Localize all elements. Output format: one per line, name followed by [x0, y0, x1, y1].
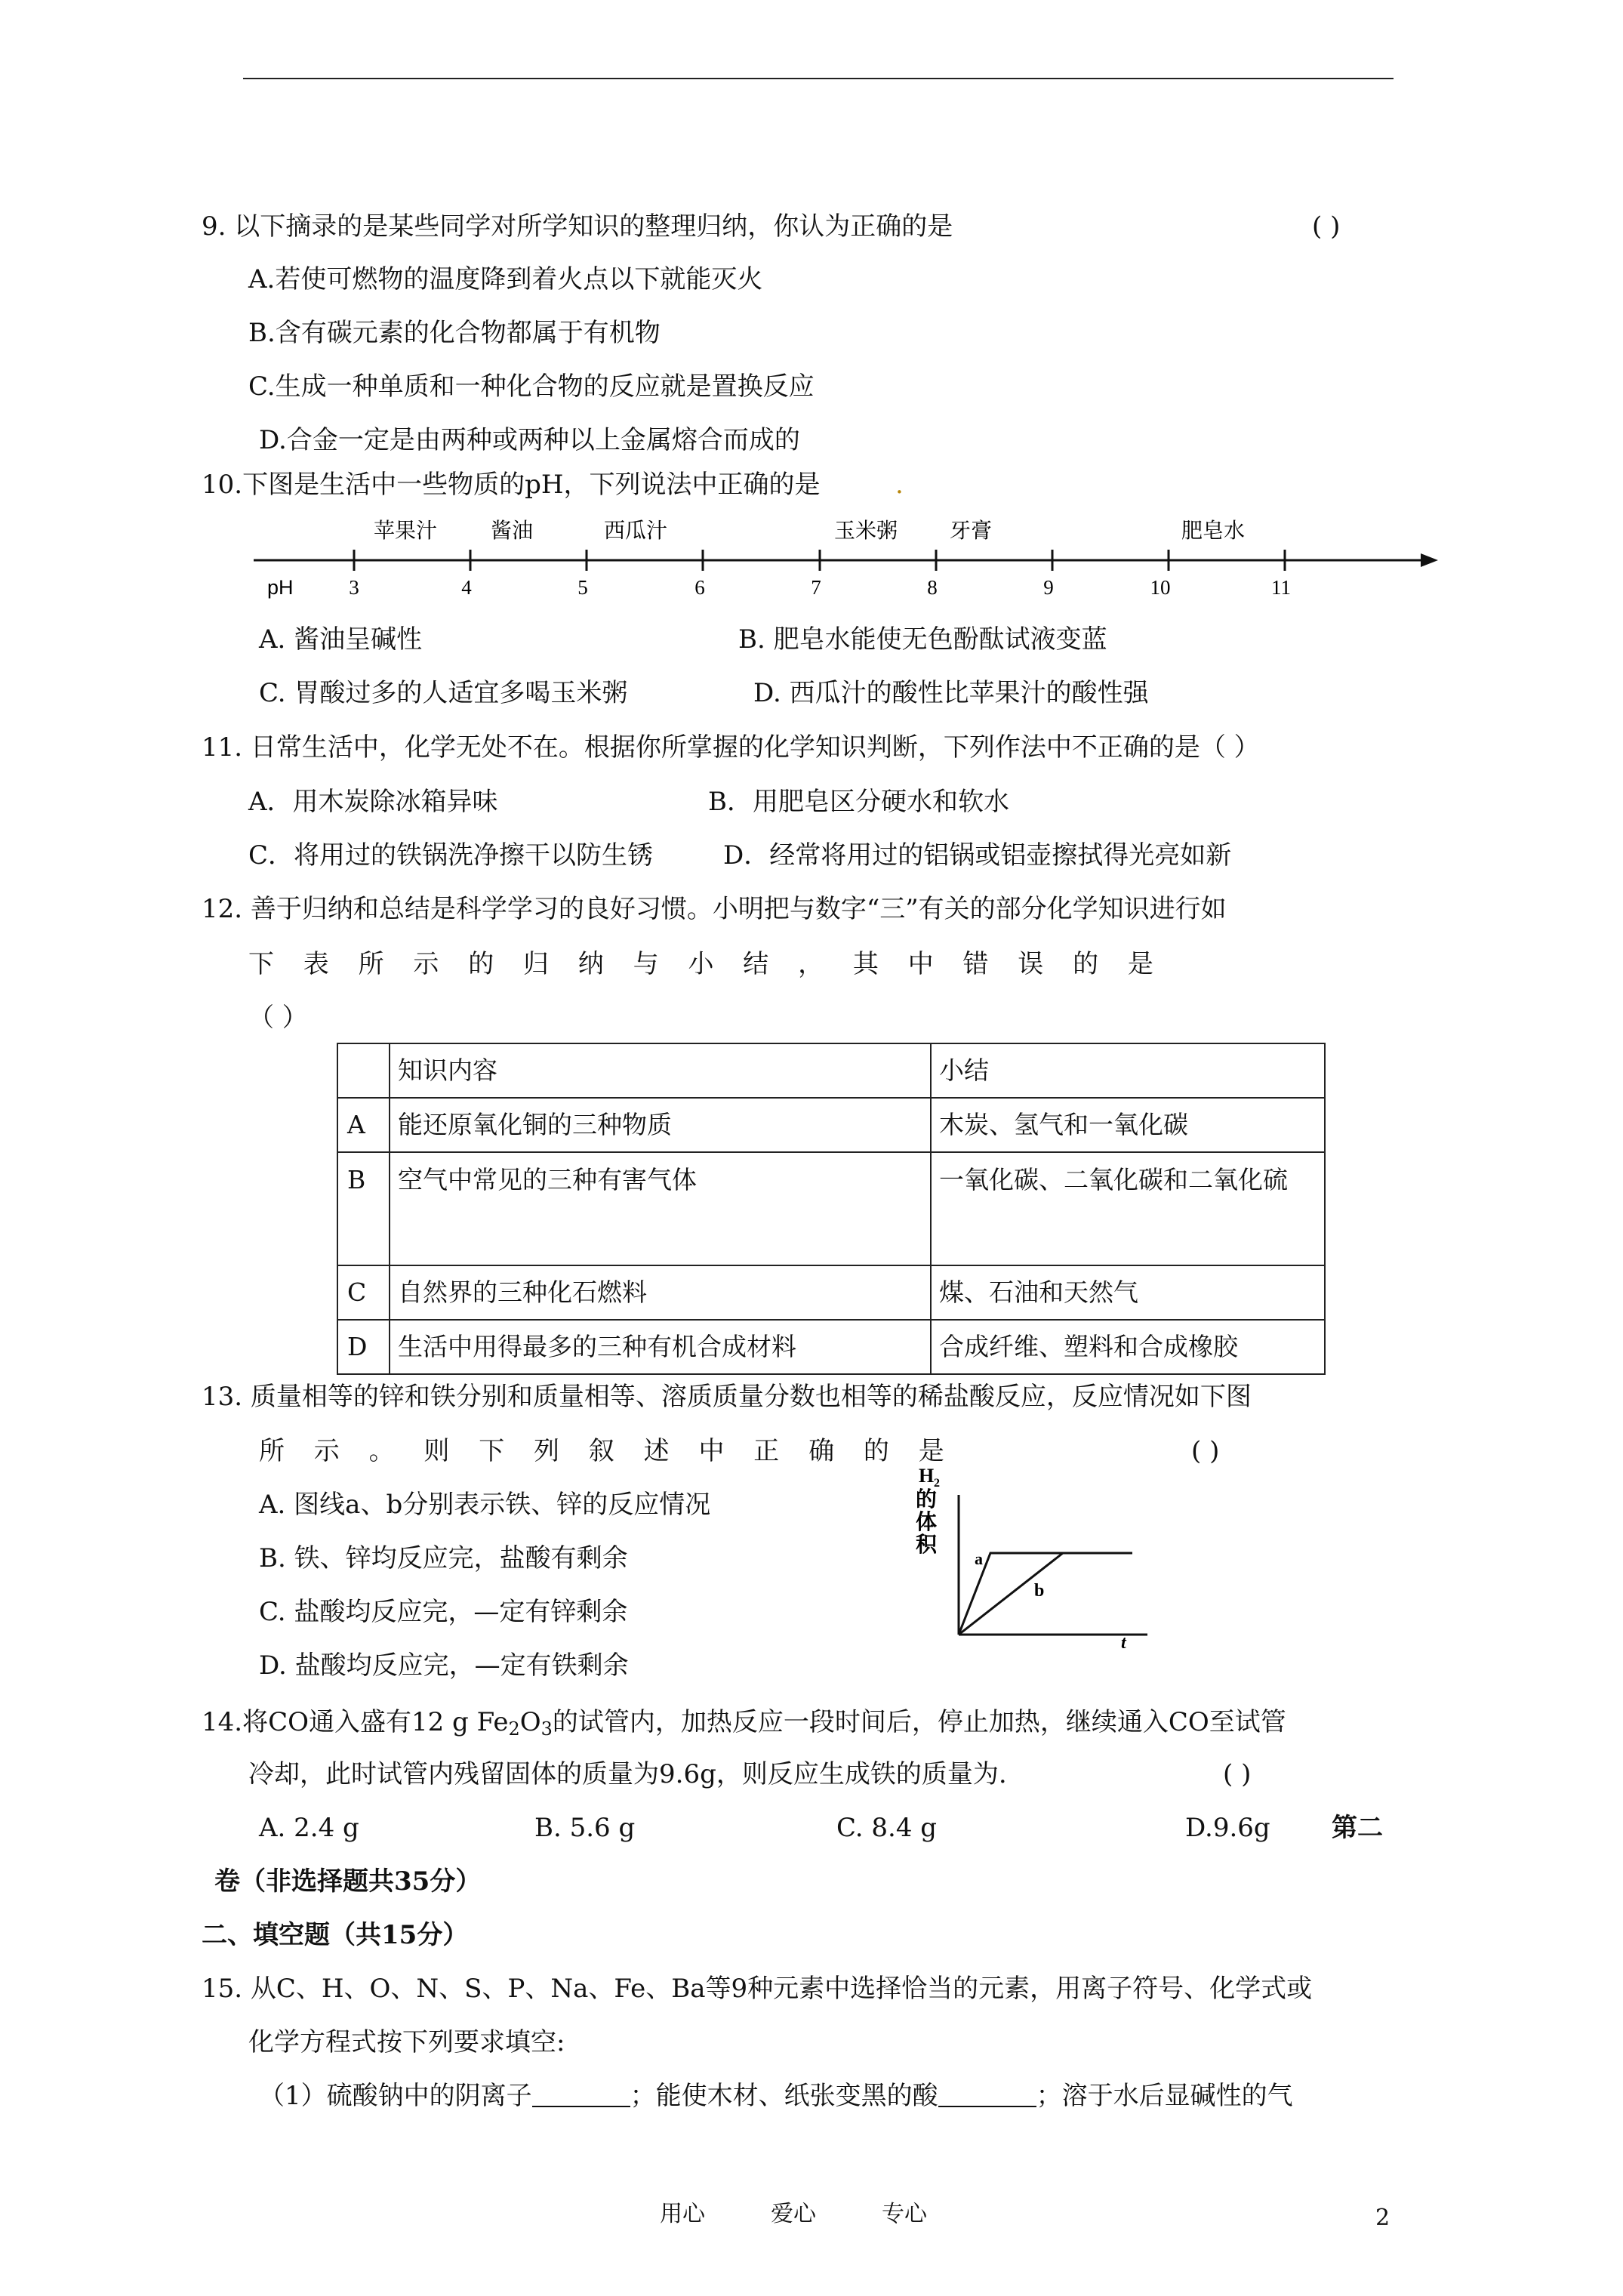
answer-blank[interactable]	[532, 2083, 630, 2107]
table-cell-label: C	[337, 1265, 390, 1320]
q14-option-b: B. 5.6 g	[534, 1813, 636, 1843]
section2-title-part1: 第二	[1332, 1813, 1383, 1843]
footer-motto-1: 用心	[660, 2201, 705, 2227]
graph-y-label-sub: 2	[934, 1477, 940, 1490]
table-cell-content: 空气中常见的三种有害气体	[390, 1152, 931, 1265]
q14-option-c: C. 8.4 g	[836, 1813, 938, 1843]
q12-answer-paren: （ ）	[248, 1003, 308, 1033]
q11-option-c: C．将用过的铁锅洗净擦干以防生锈	[248, 840, 654, 871]
q10-stem-dot: .	[895, 470, 904, 500]
q14-stem-mid: O	[519, 1707, 541, 1737]
q11-option-d: D．经常将用过的铝锅或铝壶擦拭得光亮如新	[723, 840, 1232, 871]
q9-option-a: A.若使可燃物的温度降到着火点以下就能灭火	[248, 264, 763, 294]
footer-motto-3: 专心	[882, 2201, 927, 2227]
page-number: 2	[1375, 2205, 1390, 2231]
q13-option-b: B. 铁、锌均反应完，盐酸有剩余	[259, 1543, 628, 1573]
q11-stem: 11. 日常生活中，化学无处不在。根据你所掌握的化学知识判断，下列作法中不正确的是（ ）	[202, 732, 1260, 763]
ph-substance-label: 苹果汁	[374, 518, 438, 543]
q9-answer-paren: ( )	[1312, 211, 1341, 242]
table-header-cell: 知识内容	[390, 1043, 931, 1098]
q9-option-b: B.含有碳元素的化合物都属于有机物	[248, 318, 661, 348]
graph-y-label-char: 的	[916, 1487, 938, 1512]
header-rule	[243, 78, 1394, 79]
answer-blank[interactable]	[938, 2083, 1036, 2107]
table-cell-label: A	[337, 1098, 390, 1152]
graph-label-b: b	[1034, 1581, 1045, 1601]
q15-line3	[259, 2083, 1293, 2109]
q15-part2-text: ；能使木材、纸张变黑的酸	[630, 2081, 938, 2111]
ph-substance-labels	[374, 518, 1245, 543]
q13-answer-paren: ( )	[1191, 1436, 1220, 1466]
q9-option-c: C.生成一种单质和一种化合物的反应就是置换反应	[248, 371, 815, 402]
q9-stem: 9. 以下摘录的是某些同学对所学知识的整理归纳，你认为正确的是	[202, 211, 953, 242]
q15-line1: 15. 从C、H、O、N、S、P、Na、Fe、Ba等9种元素中选择恰当的元素，用离子符号、化学式或	[202, 1974, 1313, 2004]
ph-tick-labels	[349, 576, 1291, 599]
hydrogen-volume-graph	[902, 1453, 1159, 1657]
table-row	[337, 1098, 1325, 1152]
q14-option-a: A. 2.4 g	[259, 1813, 359, 1843]
q14-stem-pre: 14.将CO通入盛有12 g Fe	[202, 1707, 509, 1737]
q14-subscript: 3	[540, 1718, 553, 1740]
ph-tick-label: 10	[1150, 576, 1171, 599]
graph-y-label-char: 体	[916, 1509, 938, 1534]
ph-tick-label: 6	[694, 576, 705, 599]
q15-line2: 化学方程式按下列要求填空:	[248, 2027, 565, 2057]
table-cell-content: 自然界的三种化石燃料	[390, 1265, 931, 1320]
graph-x-label: t	[1121, 1633, 1126, 1653]
q14-stem-line1	[202, 1709, 1286, 1738]
ph-tick-label: 3	[349, 576, 359, 599]
q10-stem: 10.下图是生活中一些物质的pH，下列说法中正确的是	[202, 470, 821, 500]
q11-option-a: A．用木炭除冰箱异味	[248, 787, 498, 817]
q12-stem-line1: 12. 善于归纳和总结是科学学习的良好习惯。小明把与数字“三”有关的部分化学知识进行如	[202, 894, 1227, 924]
ph-substance-label: 肥皂水	[1181, 518, 1246, 543]
q15-part3-text: ；溶于水后显碱性的气	[1036, 2081, 1293, 2111]
ph-substance-label: 酱油	[491, 518, 534, 543]
section2-title-part2: 卷（非选择题共35分）	[214, 1866, 482, 1897]
q10-option-a: A. 酱油呈碱性	[259, 624, 423, 655]
knowledge-summary-table	[337, 1043, 1326, 1375]
graph-label-a: a	[975, 1549, 983, 1568]
fill-blank-section-heading: 二、填空题（共15分）	[202, 1920, 469, 1950]
table-cell-content: 生活中用得最多的三种有机合成材料	[390, 1320, 931, 1374]
ph-tick-label: 5	[577, 576, 588, 599]
q13-option-a: A. 图线a、b分别表示铁、锌的反应情况	[259, 1490, 711, 1520]
ph-tick-label: 8	[927, 576, 938, 599]
q14-stem-line2: 冷却，此时试管内残留固体的质量为9.6g，则反应生成铁的质量为.	[248, 1759, 1007, 1789]
ph-substance-label: 玉米粥	[834, 518, 898, 543]
table-row	[337, 1265, 1325, 1320]
q14-option-d: D.9.6g	[1185, 1813, 1270, 1843]
q10-option-d: D. 西瓜汁的酸性比苹果汁的酸性强	[753, 678, 1149, 708]
table-cell-summary: 煤、石油和天然气	[931, 1265, 1325, 1320]
table-cell-summary: 合成纤维、塑料和合成橡胶	[931, 1320, 1325, 1374]
q13-stem-line2: 所 示 。 则 下 列 叙 述 中 正 确 的 是	[259, 1436, 955, 1466]
q13-option-c: C. 盐酸均反应完，—定有锌剩余	[259, 1597, 628, 1627]
ph-substance-label: 西瓜汁	[604, 518, 668, 543]
q15-part1-text: （1）硫酸钠中的阴离子	[259, 2081, 532, 2111]
q12-stem-line2: 下 表 所 示 的 归 纳 与 小 结 ， 其 中 错 误 的 是	[248, 949, 1164, 979]
table-header-cell	[337, 1043, 390, 1098]
q13-option-d: D. 盐酸均反应完，—定有铁剩余	[259, 1650, 629, 1681]
q11-option-b: B．用肥皂区分硬水和软水	[708, 787, 1009, 817]
table-row	[337, 1152, 1325, 1265]
q13-stem-line1: 13. 质量相等的锌和铁分别和质量相等、溶质质量分数也相等的稀盐酸反应，反应情况如下图	[202, 1382, 1252, 1412]
table-header-row	[337, 1043, 1325, 1098]
ph-axis-label: pH	[267, 576, 294, 599]
ph-axis-arrow	[1421, 553, 1438, 567]
ph-tick-label: 7	[811, 576, 821, 599]
ph-substance-label: 牙膏	[950, 518, 993, 543]
graph-y-label-h: H	[919, 1465, 935, 1487]
q10-option-c: C. 胃酸过多的人适宜多喝玉米粥	[259, 678, 628, 708]
ph-scale-diagram	[249, 506, 1442, 612]
table-row	[337, 1320, 1325, 1374]
table-cell-label: D	[337, 1320, 390, 1374]
ph-tick-label: 4	[461, 576, 472, 599]
footer-motto-2: 爱心	[771, 2201, 816, 2227]
table-cell-label: B	[337, 1152, 390, 1265]
q10-option-b: B. 肥皂水能使无色酚酞试液变蓝	[738, 624, 1107, 655]
q14-stem-post: 的试管内，加热反应一段时间后，停止加热，继续通入CO至试管	[552, 1707, 1286, 1737]
q14-answer-paren: ( )	[1223, 1759, 1252, 1789]
graph-y-label-char: 积	[916, 1532, 938, 1557]
ph-tick-label: 11	[1271, 576, 1291, 599]
q14-subscript: 2	[508, 1718, 520, 1740]
q9-option-d: D.合金一定是由两种或两种以上金属熔合而成的	[259, 425, 800, 455]
table-cell-content: 能还原氧化铜的三种物质	[390, 1098, 931, 1152]
table-cell-summary: 木炭、氢气和一氧化碳	[931, 1098, 1325, 1152]
table-cell-summary: 一氧化碳、二氧化碳和二氧化硫	[931, 1152, 1325, 1265]
ph-tick-label: 9	[1043, 576, 1054, 599]
table-header-cell: 小结	[931, 1043, 1325, 1098]
